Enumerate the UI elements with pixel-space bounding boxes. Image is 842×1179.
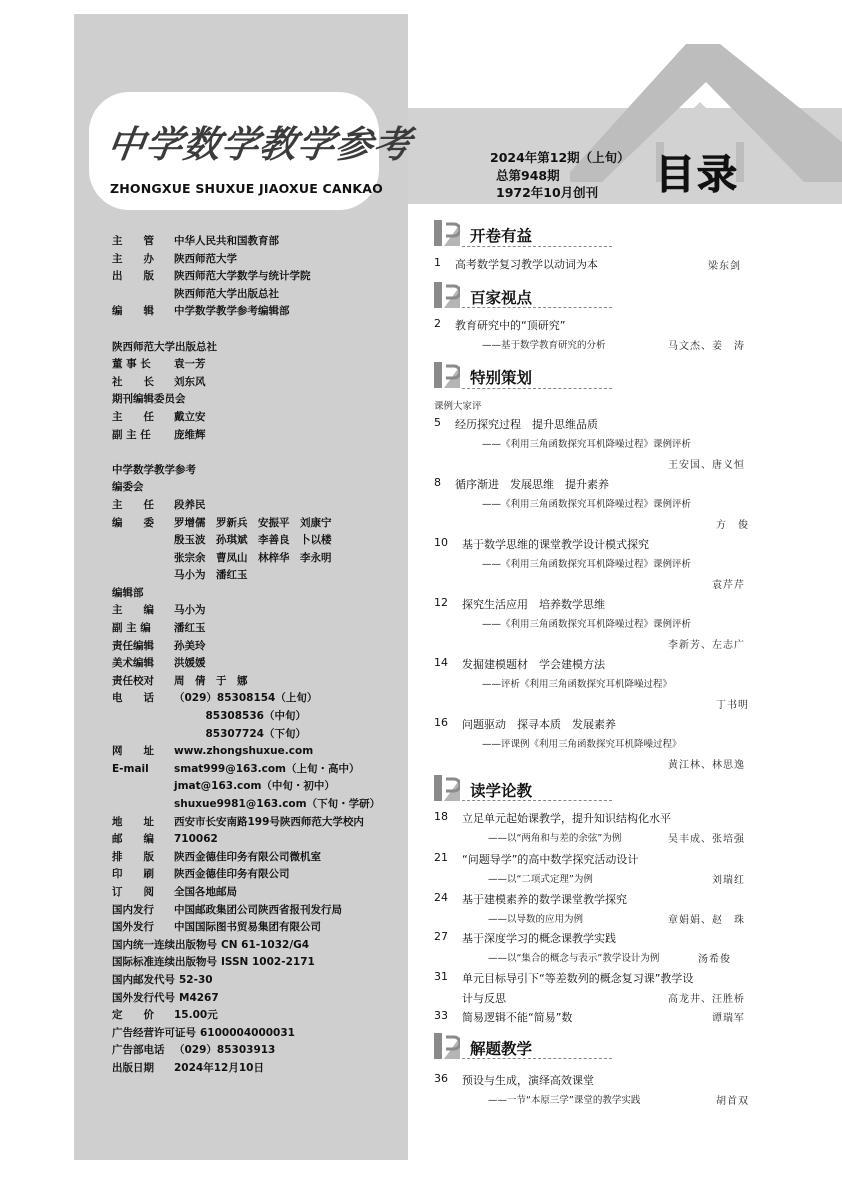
colophon-row (112, 831, 380, 849)
colophon-value: 中国邮政集团公司陕西省报刊发行局 (174, 903, 342, 916)
colophon-value: ISSN 1002-2171 (221, 956, 315, 969)
colophon-row (112, 550, 380, 568)
colophon-key: 订 阅 (112, 885, 154, 898)
colophon-key: 副 主 任 (112, 428, 151, 441)
issue-number: 2024年第12期（上旬） (490, 150, 630, 165)
toc-subtitle: ——评课例《利用三角函数探究耳机降噪过程》 (482, 739, 682, 750)
toc-title[interactable]: 循序渐进 发展思维 提升素养 (455, 478, 609, 491)
colophon-value: 西安市长安南路199号陕西师范大学校内 (174, 815, 364, 828)
colophon-key: 主 任 (112, 498, 154, 511)
colophon-value: （029）85308154（上旬） (174, 692, 318, 705)
section-divider (462, 1058, 612, 1059)
colophon-row (112, 251, 380, 269)
section-icon (434, 282, 460, 308)
toc-page: 27 (434, 930, 448, 943)
toc-author: 马文杰、姜 涛 (668, 341, 745, 352)
toc-title[interactable]: 发掘建模题材 学会建模方法 (462, 658, 605, 671)
colophon-value: M4267 (179, 991, 219, 1004)
colophon-row (112, 954, 380, 972)
section-divider (462, 307, 612, 308)
colophon-value: 710062 (174, 833, 218, 846)
colophon-row (112, 708, 380, 726)
colophon-row (112, 1007, 380, 1025)
colophon-row (112, 849, 380, 867)
colophon-row (112, 532, 380, 550)
toc-author: 王安国、唐义恒 (668, 460, 745, 471)
toc-title[interactable]: 教育研究中的“顶研究” (455, 319, 566, 332)
toc-author: 高龙井、汪胜桥 (668, 994, 745, 1005)
toc-subtitle: ——以“集合的概念与表示”教学设计为例 (488, 953, 660, 964)
colophon-value: 2024年12月10日 (174, 1061, 264, 1074)
colophon-row (112, 303, 380, 321)
toc-author: 章娟娟、赵 珠 (668, 915, 745, 926)
colophon-row (112, 444, 380, 462)
colophon-value: www.zhongshuxue.com (174, 745, 314, 758)
section-title: 开卷有益 (470, 226, 533, 245)
colophon-key: 定 价 (112, 1009, 154, 1022)
colophon-value: 马小为 潘红玉 (174, 569, 248, 582)
colophon-key: 邮 编 (112, 833, 154, 846)
colophon-key: 电 话 (112, 692, 154, 705)
colophon-value: 全国各地邮局 (174, 885, 237, 898)
colophon-row (112, 673, 380, 691)
colophon-row (112, 427, 380, 445)
colophon-key: 中学数学教学参考 (112, 463, 196, 476)
colophon-value: 洪媛媛 (174, 657, 206, 670)
toc-page: 31 (434, 970, 448, 983)
toc-author: 胡首双 (716, 1096, 749, 1107)
colophon-value: 周 倩 于 娜 (174, 674, 248, 687)
colophon-value: 85308536（中旬） (174, 710, 306, 723)
toc-subtitle: ——以“两角和与差的余弦”为例 (488, 833, 622, 844)
colophon-row (112, 778, 380, 796)
toc-author: 刘瑞红 (712, 875, 745, 886)
toc-page: 12 (434, 596, 448, 609)
toc-title[interactable]: 单元目标导引下“等差数列的概念复习课”教学设 (462, 972, 694, 985)
colophon-key: 国内发行 (112, 903, 154, 916)
toc-author: 梁东剑 (708, 261, 741, 272)
colophon-value: 中华人民共和国教育部 (174, 235, 279, 247)
toc-author: 汤希俊 (698, 954, 731, 965)
toc-subtitle: ——基于数学教育研究的分析 (482, 340, 606, 351)
section-icon (434, 362, 460, 388)
toc-page: 1 (434, 256, 441, 269)
toc-page: 36 (434, 1072, 448, 1085)
toc-subtitle: ——《利用三角函数探究耳机降噪过程》课例评析 (482, 499, 692, 510)
colophon-key: 地 址 (112, 815, 154, 828)
colophon-row (112, 919, 380, 937)
colophon-row (112, 1025, 380, 1043)
section-title: 读学论教 (470, 781, 533, 800)
toc-author: 方 俊 (716, 520, 749, 531)
toc-page: 21 (434, 851, 448, 864)
colophon-row (112, 567, 380, 585)
toc-author: 李新芳、左志广 (668, 640, 745, 651)
colophon-row (112, 937, 380, 955)
toc-title[interactable]: 基于建模素养的数学课堂教学探究 (462, 893, 627, 906)
colophon-key: 国内统一连续出版物号 (112, 938, 217, 951)
toc-subtitle: ——以“二项式定理”为例 (488, 874, 593, 885)
toc-page: 10 (434, 536, 448, 549)
colophon-key: 副 主 编 (112, 622, 151, 635)
colophon-row (112, 268, 380, 286)
section-divider (462, 246, 612, 247)
colophon-row (112, 655, 380, 673)
colophon-row (112, 462, 380, 480)
toc-page: 18 (434, 810, 448, 823)
toc-title[interactable]: 预设与生成，演绎高效课堂 (462, 1074, 594, 1087)
section-title: 解题教学 (470, 1039, 533, 1058)
colophon-key: 董 事 长 (112, 358, 151, 371)
colophon-value: 陕西师范大学数学与统计学院 (174, 270, 311, 283)
toc-page: 8 (434, 476, 441, 489)
toc-title[interactable]: 基于数学思维的课堂教学设计模式探究 (462, 538, 649, 551)
colophon-value: 段养民 (174, 498, 206, 511)
toc-author: 吴丰成、张培强 (668, 834, 745, 845)
colophon-row (112, 321, 380, 339)
section-title: 百家视点 (470, 288, 533, 307)
toc-author: 谭瑞军 (712, 1013, 745, 1024)
toc-title[interactable]: 经历探究过程 提升思维品质 (455, 418, 598, 431)
colophon-key: 主 任 (112, 410, 154, 423)
section-icon (434, 1033, 460, 1059)
colophon-key: 编 辑 (112, 305, 154, 318)
total-issue: 总第948期 (496, 168, 560, 183)
colophon-row (112, 761, 380, 779)
toc-page: 16 (434, 716, 448, 729)
section-divider (462, 800, 612, 801)
colophon-value: 刘东风 (174, 375, 206, 388)
colophon-value: 陕西师范大学 (174, 252, 237, 265)
colophon-value: 庞维辉 (174, 428, 206, 441)
colophon-row (112, 902, 380, 920)
colophon-key: 国外发行代号 (112, 991, 175, 1004)
colophon-value: 52-30 (179, 973, 213, 986)
colophon-key: 美术编辑 (112, 657, 154, 670)
colophon-row (112, 515, 380, 533)
toc-title-cont[interactable]: 计与反思 (462, 992, 506, 1005)
section-icon (434, 220, 460, 246)
toc-title[interactable]: 问题驱动 探寻本质 发展素养 (462, 718, 616, 731)
journal-name-en: ZHONGXUE SHUXUE JIAOXUE CANKAO (110, 181, 383, 196)
colophon-key: 主 办 (112, 252, 154, 265)
toc-author: 黄江林、林思逸 (668, 760, 745, 771)
colophon-row (112, 990, 380, 1008)
colophon-key: 责任编辑 (112, 639, 154, 652)
section-divider (462, 388, 612, 389)
colophon-value: 中国国际图书贸易集团有限公司 (174, 921, 321, 934)
colophon-key: 期刊编辑委员会 (112, 393, 186, 406)
colophon-row (112, 286, 380, 304)
colophon-value: 15.00元 (174, 1009, 218, 1022)
colophon-value: jmat@163.com（中旬・初中） (174, 780, 335, 793)
toc-subtitle: ——《利用三角函数探究耳机降噪过程》课例评析 (482, 619, 692, 630)
toc-page: 2 (434, 317, 441, 330)
colophon-key: 国外发行 (112, 921, 154, 934)
colophon-row (112, 391, 380, 409)
colophon-row (112, 602, 380, 620)
toc-subtitle: ——以导数的应用为例 (488, 914, 584, 925)
colophon-row (112, 884, 380, 902)
colophon-row (112, 796, 380, 814)
journal-logo: 中学数学教学参考 (104, 122, 415, 166)
colophon-row (112, 743, 380, 761)
colophon-row (112, 726, 380, 744)
toc-title[interactable]: 探究生活应用 培养数学思维 (462, 598, 605, 611)
colophon-key: 编 委 (112, 516, 154, 529)
colophon-value: 袁一芳 (174, 358, 206, 371)
colophon-row (112, 374, 380, 392)
colophon-value: 殷玉波 孙琪斌 李善良 卜以楼 (174, 534, 332, 547)
colophon-value: 马小为 (174, 604, 206, 617)
colophon-row (112, 620, 380, 638)
colophon-row (112, 585, 380, 603)
colophon-key: E-mail (112, 762, 149, 775)
colophon-key: 印 刷 (112, 868, 154, 881)
colophon-row (112, 638, 380, 656)
colophon-row (112, 409, 380, 427)
founded-date: 1972年10月创刊 (496, 185, 599, 200)
colophon-value: 陕西金德佳印务有限公司 (174, 868, 290, 881)
toc-author: 丁书明 (716, 700, 749, 711)
colophon-row (112, 690, 380, 708)
colophon-row (112, 866, 380, 884)
colophon-value: 孙美玲 (174, 639, 206, 652)
toc-author: 袁芹芹 (712, 580, 745, 591)
toc-subtitle: ——《利用三角函数探究耳机降噪过程》课例评析 (482, 439, 692, 450)
colophon-value: 陕西金德佳印务有限公司微机室 (174, 850, 321, 863)
toc-title[interactable]: 高考数学复习教学以动词为本 (455, 258, 598, 271)
toc-subtitle: ——一节“本原三学”课堂的教学实践 (488, 1095, 641, 1106)
colophon-key: 编委会 (112, 481, 144, 494)
colophon-row (112, 233, 380, 251)
colophon-row (112, 356, 380, 374)
colophon-row (112, 972, 380, 990)
colophon-row (112, 479, 380, 497)
section-title: 特别策划 (470, 368, 533, 387)
colophon-value: 陕西师范大学出版总社 (174, 287, 279, 300)
colophon-key: 主 编 (112, 604, 154, 617)
colophon-row (112, 1042, 380, 1060)
colophon-key: 出 版 (112, 270, 154, 283)
colophon-value: CN 61-1032/G4 (221, 938, 310, 951)
colophon-row (112, 339, 380, 357)
section-icon (434, 775, 460, 801)
colophon-value: （029）85303913 (174, 1044, 276, 1057)
colophon (112, 233, 380, 1078)
toc-title[interactable]: 立足单元起始课教学，提升知识结构化水平 (462, 812, 671, 825)
colophon-key: 广告经营许可证号 (112, 1026, 196, 1039)
colophon-value: 85307724（下旬） (174, 727, 306, 740)
contents-title: 目录 (655, 152, 739, 198)
colophon-value: 张宗余 曹凤山 林梓华 李永明 (174, 551, 332, 564)
colophon-key: 广告部电话 (112, 1044, 165, 1057)
colophon-key: 网 址 (112, 745, 154, 758)
colophon-key: 出版日期 (112, 1061, 154, 1074)
colophon-key: 社 长 (112, 375, 154, 388)
toc-page: 14 (434, 656, 448, 669)
toc-page: 33 (434, 1009, 448, 1022)
toc-subtitle: ——评析《利用三角函数探究耳机降噪过程》 (482, 679, 673, 690)
colophon-value: 罗增儒 罗新兵 安振平 刘康宁 (174, 516, 332, 529)
colophon-row (112, 1060, 380, 1078)
colophon-value: 中学数学教学参考编辑部 (174, 305, 290, 318)
toc-title[interactable]: “问题导学”的高中数学探究活动设计 (462, 853, 639, 866)
toc-page: 5 (434, 416, 441, 429)
colophon-key: 国际标准连续出版物号 (112, 956, 217, 969)
colophon-key: 排 版 (112, 850, 154, 863)
colophon-key: 主 管 (112, 235, 154, 247)
colophon-key: 国内邮发代号 (112, 973, 175, 986)
toc-page: 24 (434, 891, 448, 904)
colophon-key: 编辑部 (112, 586, 144, 599)
colophon-row (112, 497, 380, 515)
colophon-value: 潘红玉 (174, 622, 206, 635)
colophon-value: shuxue9981@163.com（下旬・学研） (174, 798, 381, 810)
colophon-value: 戴立安 (174, 410, 206, 423)
colophon-key: 责任校对 (112, 674, 154, 687)
toc-title[interactable]: 简易逻辑不能“简易”数 (462, 1011, 573, 1024)
toc-title[interactable]: 基于深度学习的概念课教学实践 (462, 932, 616, 945)
colophon-value: smat999@163.com（上旬・高中） (174, 762, 360, 775)
column-label: 课例大家评 (434, 401, 482, 412)
colophon-row (112, 814, 380, 832)
colophon-value: 6100004000031 (200, 1026, 295, 1039)
colophon-key: 陕西师范大学出版总社 (112, 340, 217, 353)
toc-subtitle: ——《利用三角函数探究耳机降噪过程》课例评析 (482, 559, 692, 570)
